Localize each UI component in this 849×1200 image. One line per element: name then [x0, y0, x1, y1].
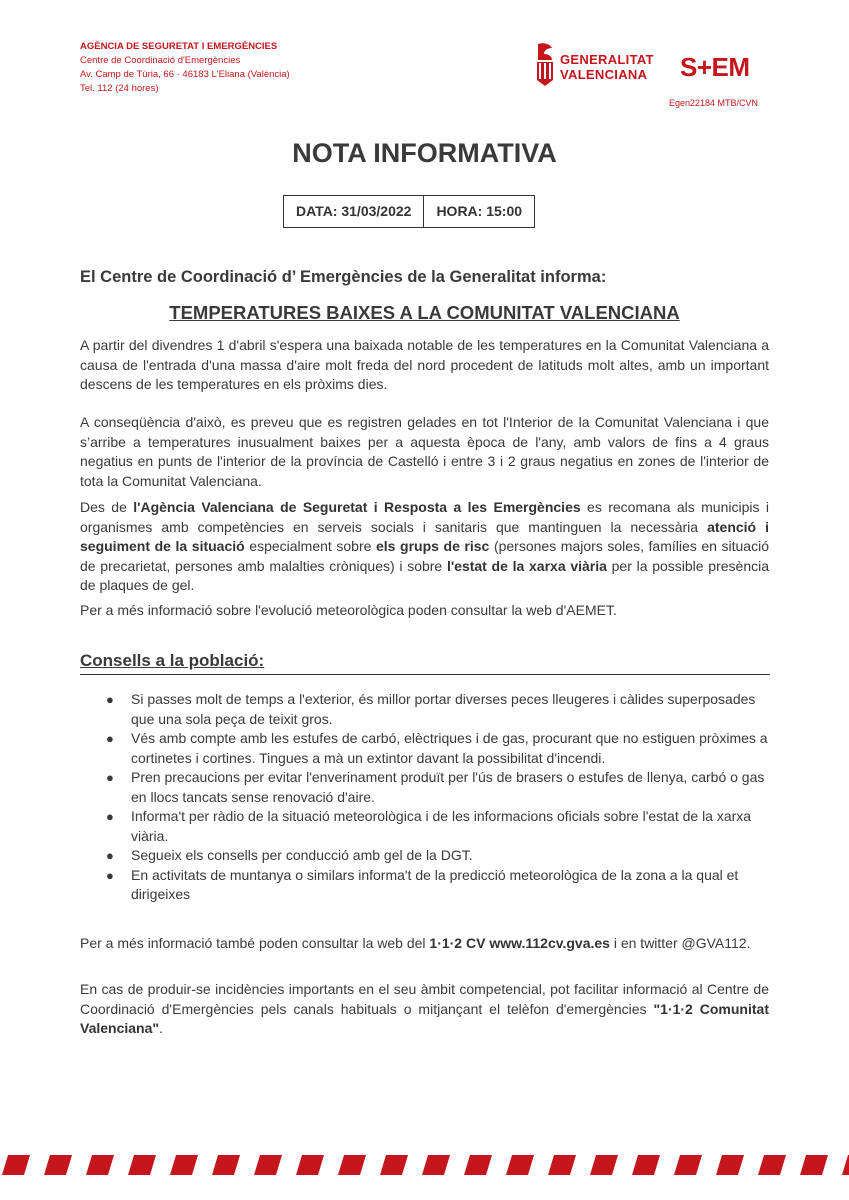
more-info-paragraph: [80, 934, 769, 954]
stripe-segment: [422, 1155, 450, 1175]
decorative-stripe-bar: [0, 1150, 849, 1180]
stripe-segment: [254, 1155, 282, 1175]
list-item: [80, 866, 770, 905]
stripe-segment: [590, 1155, 618, 1175]
closing-end: .: [159, 1020, 163, 1036]
agency-center: Centre de Coordinació d'Emergències: [80, 55, 241, 66]
advice-text: Si passes molt de temps a l'exterior, és millor portar diverses peces lleugeres i càlides superposades que una sola peça de teixit gros.: [131, 691, 756, 727]
stripe-segment: [44, 1155, 72, 1175]
document-reference: Egen22184 MTB/CVN: [669, 98, 759, 108]
paragraph-2: A conseqüència d'això, es preveu que es registren gelades en tot l'Interior de la Comunitat Valenciana i que s’arribe a temperatures inusualment baixes per a aquesta època de l'any, amb valors de fins a 4 graus negatius en punts de l'interior de la província de Castelló i entre 3 i 2 graus negatius en zones de l'interior de tota la Comunitat Valenciana.: [80, 414, 769, 489]
p3-agency-bold: l'Agència Valenciana de Seguretat i Resposta a les Emergències: [133, 499, 581, 515]
advice-text: Pren precaucions per evitar l'enverinament produït per l'ús de brasers o estufes de llenya, carbó o gas en llocs tancats sense renovació d'aire.: [131, 769, 765, 805]
stripe-segment: [716, 1155, 744, 1175]
advice-title-block: [80, 651, 770, 675]
stripe-segment: [674, 1155, 702, 1175]
advice-text: En activitats de muntanya o similars informa't de la predicció meteorològica de la zona a la qual et dirigeixes: [131, 866, 739, 902]
p3-risk-groups-bold: els grups de risc: [375, 538, 490, 554]
paragraph-3: [80, 498, 769, 596]
p3-text-g: (persones majors soles, famílies en situació de precarietat, persones amb malalties cròniques) i sobre: [80, 538, 769, 574]
p3-road-network-bold: l'estat de la xarxa viària: [446, 557, 607, 574]
web-link[interactable]: 1·1·2 CV www.112cv.gva.es: [429, 935, 610, 951]
bullet-icon: ●: [106, 867, 114, 883]
p3-text-c: es recomana als municipis i organismes amb competències en serveis socials i sanitaris que mantinguen la necessària: [80, 499, 769, 535]
list-item: [80, 690, 770, 729]
bullet-icon: ●: [106, 848, 114, 863]
p3-attention-bold: atenció i seguiment de la situació: [80, 518, 769, 554]
agency-phone: Tel. 112 (24 hores): [80, 83, 159, 94]
stripe-segment: [2, 1155, 30, 1175]
inform-line: El Centre de Coordinació d’ Emergències de la Generalitat informa:: [80, 268, 607, 286]
list-item: [80, 729, 770, 768]
bullet-icon: ●: [106, 731, 114, 746]
stripe-segment: [128, 1155, 156, 1175]
stripe-segment: [380, 1155, 408, 1175]
section-heading: TEMPERATURES BAIXES A LA COMUNITAT VALENCIANA: [169, 302, 680, 323]
stripe-segment: [296, 1155, 324, 1175]
agency-header: [80, 40, 290, 96]
stripe-segment: [212, 1155, 240, 1175]
logo-line-1: GENERALITAT: [560, 52, 654, 67]
stripe-segment: [548, 1155, 576, 1175]
closing-text: En cas de produir-se incidències importants en el seu àmbit competencial, pot facilitar informació al Centre de Coordinació d'Emergències pels canals habituals o mitjançant el telèfon d'emergències: [80, 981, 769, 1017]
generalitat-logo: [560, 52, 654, 82]
stripe-segment: [632, 1155, 660, 1175]
emergency-number-bold: "1·1·2 Comunitat Valenciana": [80, 1000, 769, 1036]
more-info-text: Per a més informació també poden consultar la web del: [80, 935, 430, 951]
page-title: NOTA INFORMATIVA: [292, 138, 557, 168]
stripe-segment: [800, 1155, 828, 1175]
stripe-segment: [86, 1155, 114, 1175]
list-item: [80, 768, 770, 807]
advice-text: Vés amb compte amb les estufes de carbó, elèctriques i de gas, procurant que no estiguen pròximes a cortinetes i cortines. Tingues a mà un extintor davant la possibilitat d'incendi.: [131, 730, 768, 766]
advice-text: Segueix els consells per conducció amb gel de la DGT.: [131, 847, 473, 863]
advice-title: Consells a la població:: [80, 651, 265, 670]
stripe-segment: [506, 1155, 534, 1175]
list-item: [80, 807, 770, 846]
p3-text-i: per la possible presència de plaques de gel.: [80, 557, 769, 593]
paragraph-4: Per a més informació sobre l'evolució meteorològica poden consultar la web d'AEMET.: [80, 602, 617, 618]
generalitat-emblem-icon: [534, 42, 556, 86]
bullet-icon: ●: [106, 770, 114, 785]
paragraph-1: A partir del divendres 1 d'abril s'espera una baixada notable de les temperatures en la Comunitat Valenciana a causa de l'entrada d'una massa d'aire molt freda del nord procedent de latituds molt altes, amb un important descens de les temperatures en els pròxims dies.: [80, 337, 769, 392]
bullet-icon: ●: [106, 809, 114, 824]
stripe-segment: [338, 1155, 366, 1175]
p3-text-e: especialment sobre: [244, 538, 376, 554]
stripe-segment: [842, 1155, 849, 1175]
sem-logo: S+EM: [680, 52, 750, 82]
stripe-segment: [170, 1155, 198, 1175]
date-time-box: [283, 195, 535, 228]
closing-paragraph: [80, 980, 769, 1039]
stripe-segment: [464, 1155, 492, 1175]
twitter-text: i en twitter @GVA112.: [609, 935, 751, 951]
agency-address: Av. Camp de Túria, 66 · 46183 L'Eliana (València): [80, 69, 290, 80]
bullet-icon: ●: [106, 692, 114, 707]
time-label: HORA: 15:00: [436, 203, 523, 219]
stripe-segment: [758, 1155, 786, 1175]
agency-name: AGÈNCIA DE SEGURETAT I EMERGÈNCIES: [80, 41, 278, 52]
p3-text-a: Des de: [80, 499, 134, 515]
date-label: DATA: 31/03/2022: [284, 196, 424, 227]
list-item: [80, 846, 770, 866]
advice-text: Informa't per ràdio de la situació meteorològica i de les informacions oficials sobre l'estat de la xarxa viària.: [131, 808, 752, 844]
logo-line-2: VALENCIANA: [560, 67, 648, 82]
advice-list: [80, 690, 770, 905]
